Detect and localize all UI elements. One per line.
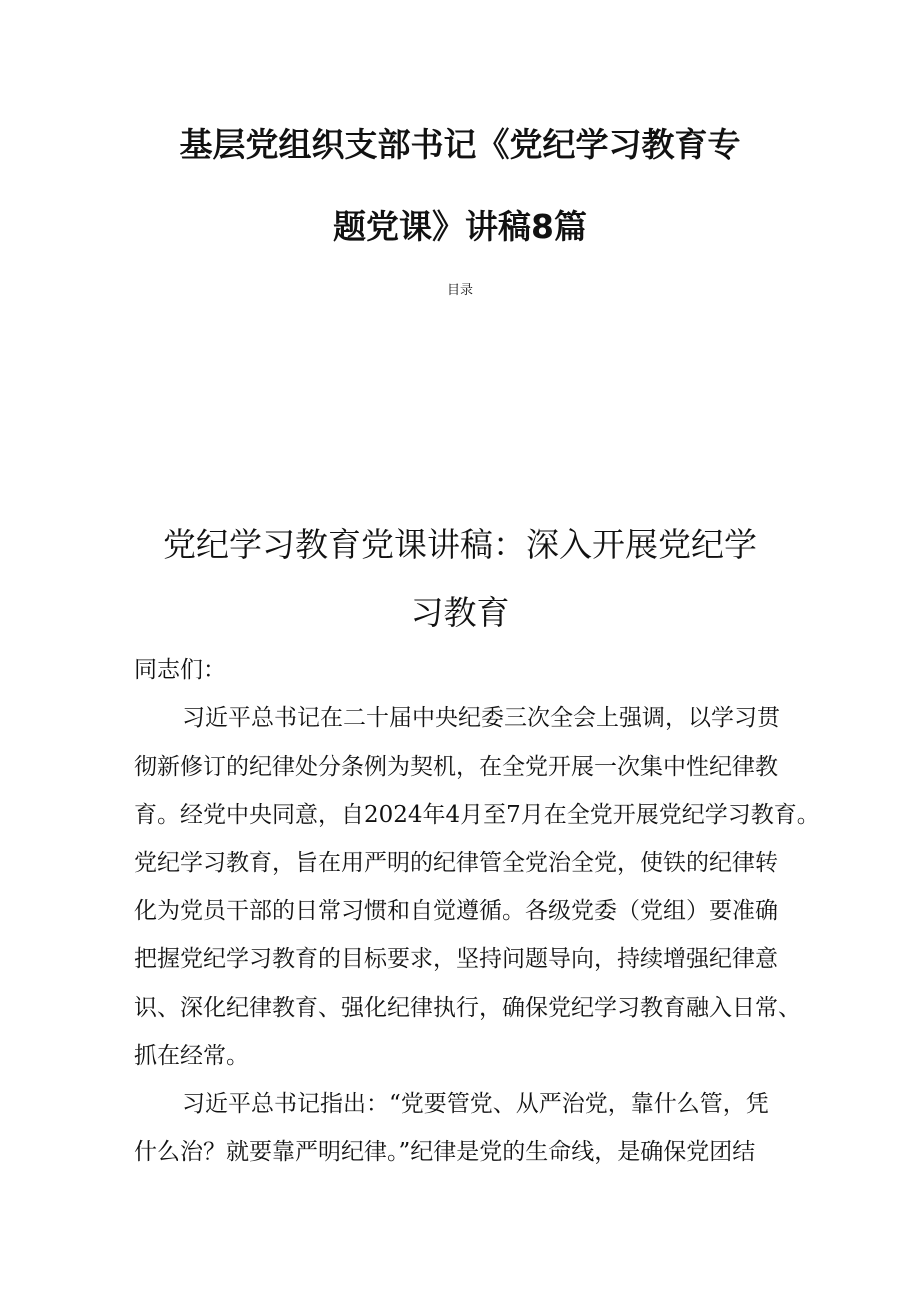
salutation: 同志们： — [134, 657, 226, 683]
paragraph-2-line: 习近平总书记指出：“党要管党、从严治党，靠什么管，凭 — [182, 1091, 769, 1117]
section-title-line-1: 党纪学习教育党课讲稿：深入开展党纪学 — [163, 525, 757, 564]
paragraph-1-line: 把握党纪学习教育的目标要求，坚持问题导向，持续增强纪律意 — [134, 946, 778, 972]
paragraph-1-line: 化为党员干部的日常习惯和自觉遵循。各级党委（党组）要准确 — [134, 898, 778, 924]
paragraph-2-line: 什么治？就要靠严明纪律。”纪律是党的生命线，是确保党团结 — [134, 1139, 756, 1165]
toc-label: 目录 — [446, 283, 473, 298]
paragraph-1-line: 识、深化纪律教育、强化纪律执行，确保党纪学习教育融入日常、 — [134, 995, 801, 1021]
paragraph-1-line: 育。经党中央同意，自2024年4月至7月在全党开展党纪学习教育。 — [134, 802, 820, 828]
document-title-line-2: 题党课》讲稿8篇 — [333, 207, 587, 246]
paragraph-1-line: 党纪学习教育，旨在用严明的纪律管全党治全党，使铁的纪律转 — [134, 850, 778, 876]
section-title-line-2: 习教育 — [410, 593, 510, 632]
paragraph-1-line: 彻新修订的纪律处分条例为契机，在全党开展一次集中性纪律教 — [134, 754, 778, 780]
paragraph-1-line: 抓在经常。 — [134, 1043, 249, 1069]
paragraph-1-line: 习近平总书记在二十届中央纪委三次全会上强调，以学习贯 — [182, 705, 780, 731]
document-title-line-1: 基层党组织支部书记《党纪学习教育专 — [179, 125, 741, 164]
